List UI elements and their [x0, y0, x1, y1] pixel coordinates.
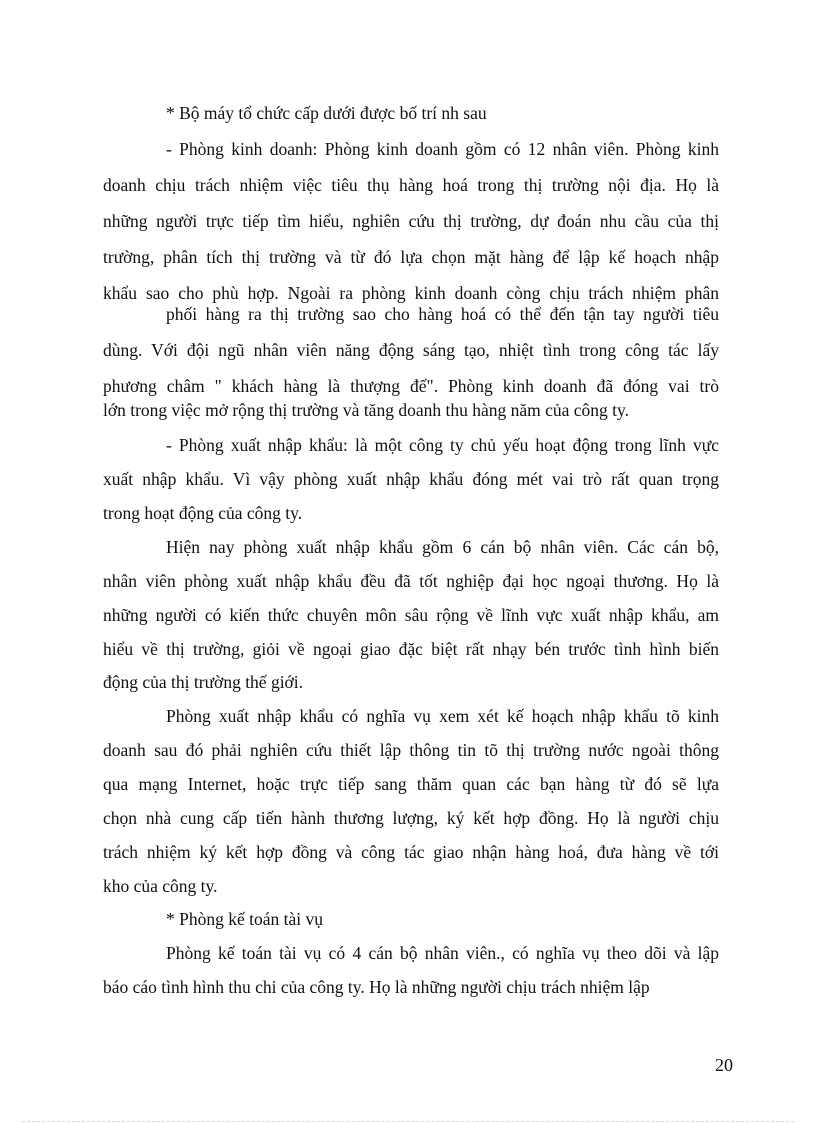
text-line: khẩu sao cho phù hợp. Ngoài ra phòng kinh doanh còng chịu trách nhiệm phân — [103, 283, 719, 303]
text-line: trong hoạt động của công ty. — [103, 503, 303, 523]
text-line: báo cáo tình hình thu chi của công ty. Họ là những người chịu trách nhiệm lập — [103, 977, 650, 997]
text-line: phối hàng ra thị trường sao cho hàng hoá có thể đến tận tay người tiêu — [166, 304, 719, 324]
text-line: nhân viên phòng xuất nhập khẩu đều đã tốt nghiệp đại học ngoại thương. Họ là — [103, 571, 719, 591]
text-line: chọn nhà cung cấp tiến hành thương lượng, ký kết hợp đồng. Họ là người chịu — [103, 808, 719, 828]
text-line: động của thị trường thế giới. — [103, 672, 304, 692]
text-line: hiểu về thị trường, giỏi về ngoại giao đặc biệt rất nhạy bén trước tình hình biến — [103, 639, 719, 659]
text-line: kho của công ty. — [103, 876, 218, 896]
text-line: trường, phân tích thị trường và từ đó lựa chọn mặt hàng để lập kế hoạch nhập — [103, 247, 719, 267]
text-line: * Bộ máy tổ chức cấp dưới được bố trí nh sau — [166, 103, 487, 123]
page-bottom-rule — [22, 1121, 794, 1122]
text-line: doanh chịu trách nhiệm việc tiêu thụ hàng hoá trong thị trường nội địa. Họ là — [103, 175, 719, 195]
text-line: Phòng kế toán tài vụ có 4 cán bộ nhân viên., có nghĩa vụ theo dõi và lập — [166, 943, 719, 963]
text-line: trách nhiệm ký kết hợp đồng và công tác giao nhận hàng hoá, đưa hàng về tới — [103, 842, 719, 862]
text-line: những người trực tiếp tìm hiểu, nghiên cứu thị trường, dự đoán nhu cầu của thị — [103, 211, 719, 231]
text-line: xuất nhập khẩu. Vì vậy phòng xuất nhập khẩu đóng mét vai trò rất quan trọng — [103, 469, 719, 489]
section-heading: * Phòng kế toán tài vụ — [166, 909, 323, 929]
text-line: phương châm " khách hàng là thượng đế". Phòng kinh doanh đã đóng vai trò — [103, 376, 719, 396]
text-line: những người có kiến thức chuyên môn sâu rộng về lĩnh vực xuất nhập khẩu, am — [103, 605, 719, 625]
text-line: doanh sau đó phải nghiên cứu thiết lập thông tin tõ thị trường nước ngoài thông — [103, 740, 719, 760]
text-line: dùng. Với đội ngũ nhân viên năng động sáng tạo, nhiệt tình trong công tác lấy — [103, 340, 719, 360]
text-line: - Phòng xuất nhập khẩu: là một công ty chủ yếu hoạt động trong lĩnh vực — [166, 435, 719, 455]
text-line: - Phòng kinh doanh: Phòng kinh doanh gồm có 12 nhân viên. Phòng kinh — [166, 139, 719, 159]
text-line: lớn trong việc mở rộng thị trường và tăng doanh thu hàng năm của công ty. — [103, 400, 629, 420]
text-line: Phòng xuất nhập khẩu có nghĩa vụ xem xét kế hoạch nhập khẩu tõ kinh — [166, 706, 719, 726]
page-number: 20 — [715, 1055, 733, 1075]
text-line: qua mạng Internet, hoặc trực tiếp sang thăm quan các bạn hàng từ đó sẽ lựa — [103, 774, 719, 794]
text-line: Hiện nay phòng xuất nhập khẩu gồm 6 cán bộ nhân viên. Các cán bộ, — [166, 537, 719, 557]
